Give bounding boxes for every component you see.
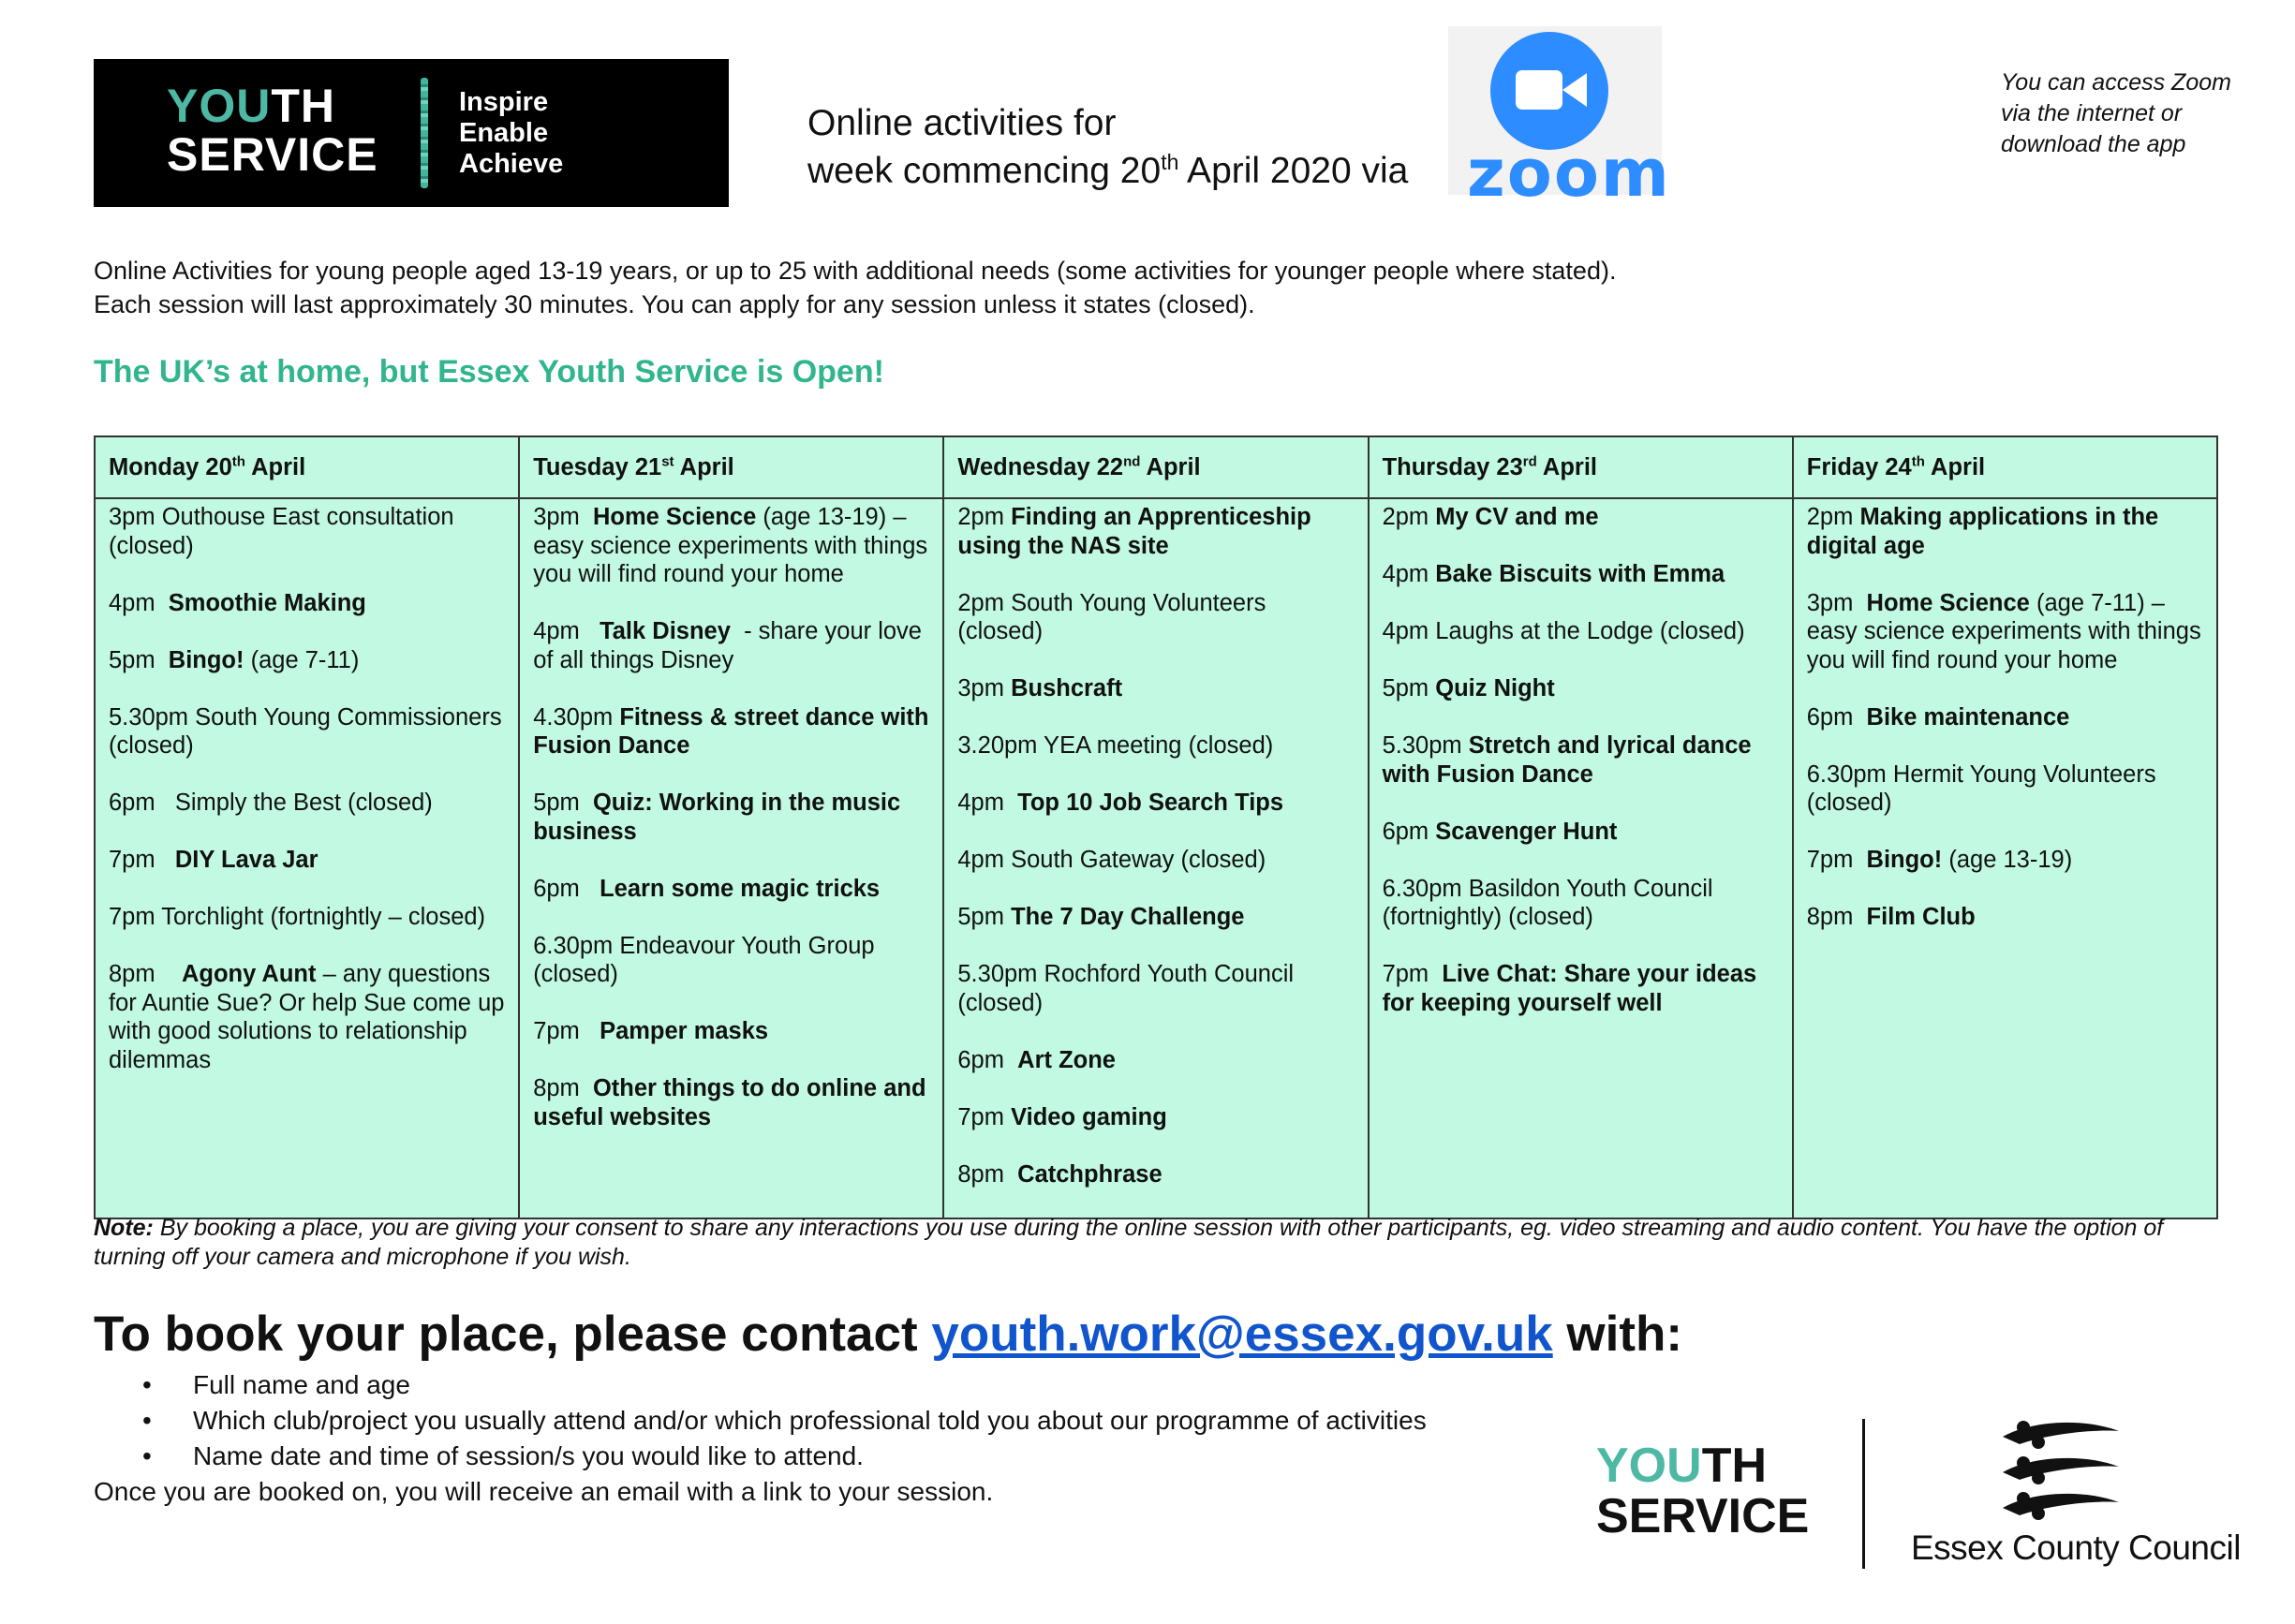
activity-entry: 5pm Quiz: Working in the music business: [533, 790, 908, 845]
activity-entry: 8pm Agony Aunt – any questions for Auntie Sue? Or help Sue come up with good solutions to relationship dilemmas: [109, 961, 511, 1073]
list-item: • Which club/project you usually attend and/or which professional told you about our programme of activities: [94, 1403, 1427, 1439]
activity-entry: 5pm The 7 Day Challenge: [957, 904, 1245, 930]
activity-entry: 5.30pm South Young Commissioners (closed): [109, 703, 509, 759]
activity-entry: 4pm Smoothie Making: [109, 589, 366, 616]
activity-entry: 7pm DIY Lava Jar: [109, 847, 318, 873]
activity-entry: 7pm Pamper masks: [533, 1018, 769, 1044]
intro-text: Online Activities for young people aged 13-19 years, or up to 25 with additional needs (some activities for younger people where stated). Each session will last approximately 30 minutes. You can apply for any session unless it states (closed).: [94, 257, 1617, 318]
bullet-icon: •: [142, 1441, 152, 1470]
activity-entry: 6.30pm Hermit Young Volunteers (closed): [1806, 760, 2163, 816]
activity-entry: 3pm Bushcraft: [957, 675, 1123, 701]
activity-entry: 7pm Bingo! (age 13-19): [1806, 847, 2073, 873]
activity-entry: 7pm Torchlight (fortnightly – closed): [109, 904, 486, 930]
footer-divider: [1862, 1419, 1865, 1569]
day-header-2: Wednesday 22nd April: [943, 436, 1368, 498]
weekly-schedule-table: [94, 436, 2218, 1219]
activity-entry: 5.30pm Rochford Youth Council (closed): [957, 961, 1301, 1016]
activity-entry: 6.30pm Endeavour Youth Group (closed): [533, 932, 881, 987]
day-activities-2: [943, 498, 1368, 1218]
activity-entry: 4pm Top 10 Job Search Tips: [957, 790, 1284, 816]
activity-entry: 4.30pm Fitness & street dance with Fusion Dance: [533, 703, 936, 759]
day-header-4: Friday 24th April: [1793, 436, 2217, 498]
zoom-access-note: You can access Zoom via the internet or download the app: [2001, 69, 2231, 157]
activity-entry: 2pm Finding an Apprenticeship using the NAS site: [957, 504, 1318, 559]
activity-entry: 2pm My CV and me: [1382, 504, 1599, 530]
day-activities-4: [1793, 498, 2217, 1218]
essex-seaxes-icon: [1995, 1416, 2126, 1527]
activity-entry: 6pm Art Zone: [957, 1046, 1116, 1073]
activity-entry: 2pm Making applications in the digital age: [1806, 504, 2166, 559]
booking-heading: To book your place, please contact youth.work@essex.gov.uk with:: [94, 1307, 1683, 1362]
activity-entry: 5.30pm Stretch and lyrical dance with Fusion Dance: [1382, 732, 1758, 788]
activity-entry: 7pm Video gaming: [957, 1103, 1167, 1130]
activity-entry: 4pm Laughs at the Lodge (closed): [1382, 618, 1745, 644]
activity-entry: 6.30pm Basildon Youth Council (fortnightly) (closed): [1382, 875, 1720, 930]
slogan: The UK’s at home, but Essex Youth Service is Open!: [94, 354, 884, 390]
day-activities-0: [95, 498, 519, 1218]
consent-note: Note: By booking a place, you are giving your consent to share any interactions you use during the online session with other participants, eg. video streaming and audio content. You have the option of turning off your camera and microphone if you wish.: [94, 1215, 2164, 1270]
activity-entry: 5pm Bingo! (age 7-11): [109, 646, 360, 673]
activity-entry: 6pm Scavenger Hunt: [1382, 818, 1618, 845]
youth-service-wordmark: YOUTH SERVICE: [167, 80, 378, 181]
bullet-icon: •: [142, 1370, 152, 1399]
activity-entry: 4pm South Gateway (closed): [957, 847, 1266, 873]
logo-taglines: Inspire Enable Achieve: [459, 87, 564, 179]
list-item: • Full name and age: [94, 1367, 1427, 1403]
day-header-0: Monday 20th April: [95, 436, 519, 498]
bullet-icon: •: [142, 1406, 152, 1435]
activity-entry: 6pm Learn some magic tricks: [533, 875, 881, 902]
activity-entry: 4pm Bake Biscuits with Emma: [1382, 561, 1725, 587]
booking-email-link[interactable]: youth.work@essex.gov.uk: [931, 1307, 1553, 1362]
essex-county-council-name: Essex County Council: [1911, 1528, 2241, 1567]
activity-entry: 7pm Live Chat: Share your ideas for keeping yourself well: [1382, 961, 1764, 1016]
schedule-header-row: [95, 436, 2217, 498]
zoom-camera-icon: [1490, 32, 1608, 150]
activity-entry: 8pm Other things to do online and useful websites: [533, 1075, 933, 1130]
booking-requirements-list: [94, 1367, 1427, 1474]
activity-entry: 5pm Quiz Night: [1382, 675, 1555, 701]
activity-entry: 3pm Home Science (age 13-19) – easy science experiments with things you will find round your home: [533, 504, 935, 587]
activity-entry: 6pm Bike maintenance: [1806, 703, 2070, 731]
activity-entry: 2pm South Young Volunteers (closed): [957, 589, 1273, 644]
booking-closing-text: Once you are booked on, you will receive an email with a link to your session.: [94, 1477, 994, 1506]
list-item: • Name date and time of session/s you would like to attend.: [94, 1439, 1427, 1474]
activity-entry: 8pm Catchphrase: [957, 1160, 1162, 1188]
day-activities-1: [519, 498, 943, 1218]
activity-entry: 6pm Simply the Best (closed): [109, 790, 433, 816]
activity-entry: 3pm Outhouse East consultation (closed): [109, 504, 461, 559]
day-activities-3: [1369, 498, 1793, 1218]
activity-entry: 4pm Talk Disney - share your love of all things Disney: [533, 618, 929, 673]
day-header-1: Tuesday 21st April: [519, 436, 943, 498]
activity-entry: 8pm Film Club: [1806, 904, 1976, 930]
day-header-3: Thursday 23rd April: [1369, 436, 1793, 498]
activity-entry: 3.20pm YEA meeting (closed): [957, 732, 1274, 759]
logo-divider: [421, 78, 428, 188]
zoom-logo: zoom: [1448, 26, 1662, 195]
schedule-body-row: [95, 498, 2217, 1218]
activity-entry: 3pm Home Science (age 7-11) – easy science experiments with things you will find round your home: [1806, 589, 2208, 673]
footer-youth-service-logo: YOUTH SERVICE: [1596, 1439, 1810, 1543]
page-title: Online activities for week commencing 20th April 2020 via: [807, 103, 1409, 191]
youth-service-logo: [94, 59, 729, 207]
